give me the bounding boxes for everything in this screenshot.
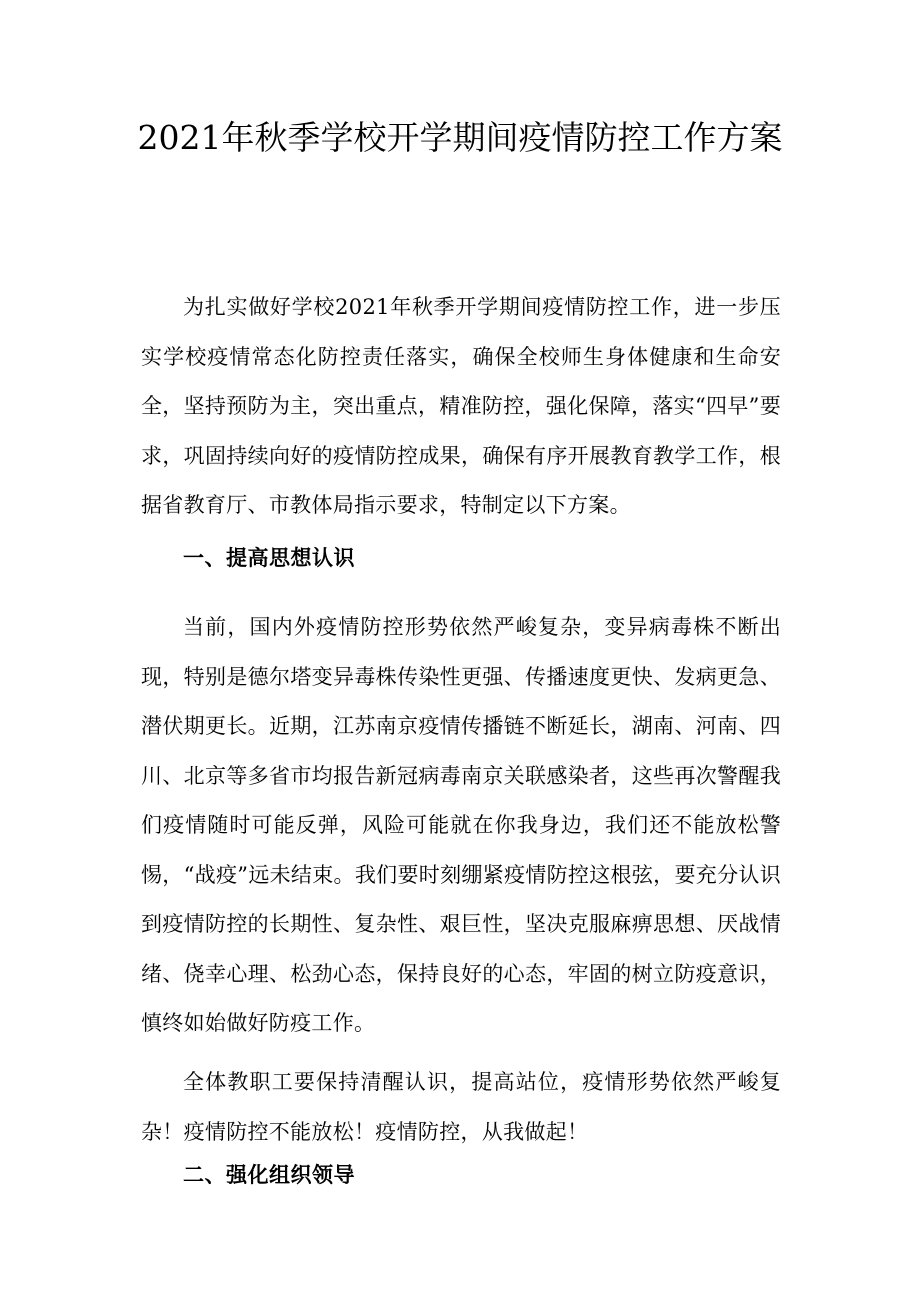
section-1-paragraph-1: 当前，国内外疫情防控形势依然严峻复杂，变异病毒株不断出现，特别是德尔塔变异毒株传染性更强、传播速度更快、发病更急、潜伏期更长。近期，江苏南京疫情传播链不断延长，湖南、河南、四川、北京等多省市均报告新冠病毒南京关联感染者，这些再次警醒我们疫情随时可能反弹，风险可能就在你我身边，我们还不能放松警惕，“战疫”远未结束。我们要时刻绷紧疫情防控这根弦，要充分认识到疫情防控的长期性、复杂性、艰巨性，坚决克服麻痹思想、厌战情绪、侥幸心理、松劲心态，保持良好的心态，牢固的树立防疫意识，慎终如始做好防疫工作。 xyxy=(141,615,781,1035)
section-heading-2: 二、强化组织领导 xyxy=(183,1162,355,1187)
document-title: 2021年秋季学校开学期间疫情防控工作方案 xyxy=(137,118,783,157)
section-1-paragraph-2: 全体教职工要保持清醒认识，提高站位，疫情形势依然严峻复杂！疫情防控不能放松！疫情防控，从我做起！ xyxy=(141,1070,781,1144)
intro-paragraph: 为扎实做好学校2021年秋季开学期间疫情防控工作，进一步压实学校疫情常态化防控责任落实，确保全校师生身体健康和生命安全，坚持预防为主，突出重点，精准防控，强化保障，落实“四早”要求，巩固持续向好的疫情防控成果，确保有序开展教育教学工作，根据省教育厅、市教体局指示要求，特制定以下方案。 xyxy=(141,295,781,517)
section-heading-1: 一、提高思想认识 xyxy=(183,545,355,570)
